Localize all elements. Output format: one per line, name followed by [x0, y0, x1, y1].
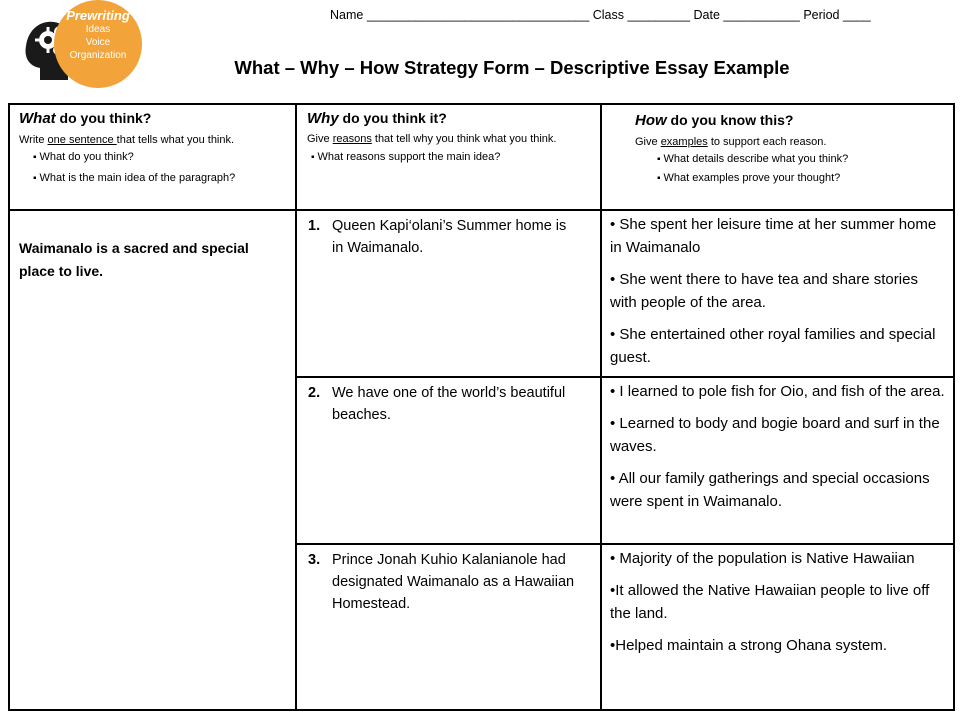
prompt-item: ▪ What details describe what you think? [657, 153, 945, 166]
prewriting-logo [20, 0, 142, 95]
header-prompts [635, 153, 945, 185]
header-title-rest: do you think? [55, 110, 152, 126]
reason-text: Queen Kapi‘olani’s Summer home is in Waimanalo. [332, 218, 567, 256]
header-description [19, 134, 291, 147]
example-item: • I learned to pole fish for Oio, and fish of the area. [610, 383, 945, 400]
reason-number: 3. [308, 552, 321, 568]
logo-line: Prewriting [66, 8, 130, 23]
logo-line: Organization [69, 50, 127, 61]
logo-line: Ideas [85, 24, 111, 35]
prompt-item: ▪ What examples prove your thought? [657, 172, 945, 185]
logo-text [54, 8, 142, 62]
prompt-item: ▪ What do you think? [33, 151, 291, 164]
examples-3 [610, 547, 948, 666]
reason-1 [308, 215, 593, 365]
header-title-em: Why [307, 110, 339, 127]
page-title: What – Why – How Strategy Form – Descriptive Essay Example [234, 57, 790, 78]
row-divider [295, 543, 953, 545]
examples-1 [610, 213, 948, 378]
header-title-em: What [19, 110, 56, 127]
header-description [635, 136, 945, 149]
desc-text: to support each reason. [707, 136, 827, 148]
example-item: •It allowed the Native Hawaiian people to live off the land. [610, 582, 930, 622]
logo-line: Voice [85, 37, 111, 48]
example-item: • All our family gatherings and special occasions were spent in Waimanalo. [610, 470, 930, 510]
example-item: • Majority of the population is Native Hawaiian [610, 550, 915, 567]
prompt-item: ▪ What is the main idea of the paragraph? [33, 172, 291, 185]
desc-underlined: reasons [332, 133, 372, 145]
header-prompts [307, 151, 592, 164]
reason-text: Prince Jonah Kuhio Kalanianole had designated Waimanalo as a Hawaiian Homestead. [332, 552, 575, 612]
header-title [19, 110, 291, 127]
row-divider [10, 209, 953, 211]
header-why [307, 110, 592, 172]
header-what [19, 110, 291, 193]
example-item: • She spent her leisure time at her summer home in Waimanalo [610, 216, 937, 256]
examples-2 [610, 380, 948, 522]
header-title [635, 112, 945, 129]
header-title-em: How [635, 112, 667, 129]
example-item: • Learned to body and bogie board and surf in the waves. [610, 415, 940, 455]
reason-number: 1. [308, 218, 321, 234]
reason-number: 2. [308, 385, 321, 401]
desc-text: Give [635, 136, 661, 148]
desc-underlined: examples [660, 136, 708, 148]
reason-3 [308, 549, 593, 699]
header-title-rest: do you know this? [666, 112, 794, 128]
desc-text: that tells what you think. [116, 134, 235, 146]
desc-text: Write [19, 134, 48, 146]
desc-text: Give [307, 133, 333, 145]
desc-underlined: one sentence [47, 134, 117, 146]
student-info-line: Name ________________________________ Class _________ Date ___________ Period ____ [330, 8, 871, 22]
header-description [307, 134, 592, 145]
column-divider [295, 105, 297, 709]
header-prompts [19, 151, 291, 185]
example-item: • She entertained other royal families and special guest. [610, 326, 936, 366]
reason-2 [308, 382, 593, 532]
main-idea: Waimanalo is a sacred and special place to live. [19, 240, 249, 279]
header-how [635, 110, 945, 193]
header-title-rest: do you think it? [338, 110, 447, 126]
example-item: • She went there to have tea and share stories with people of the area. [610, 271, 918, 311]
header-title [307, 110, 592, 127]
strategy-form-table [8, 103, 955, 711]
desc-text: that tell why you think what you think. [371, 133, 557, 145]
reason-text: We have one of the world’s beautiful beaches. [332, 385, 566, 423]
example-item: •Helped maintain a strong Ohana system. [610, 637, 888, 654]
prompt-item: ▪ What reasons support the main idea? [311, 151, 592, 164]
column-divider [600, 105, 602, 709]
